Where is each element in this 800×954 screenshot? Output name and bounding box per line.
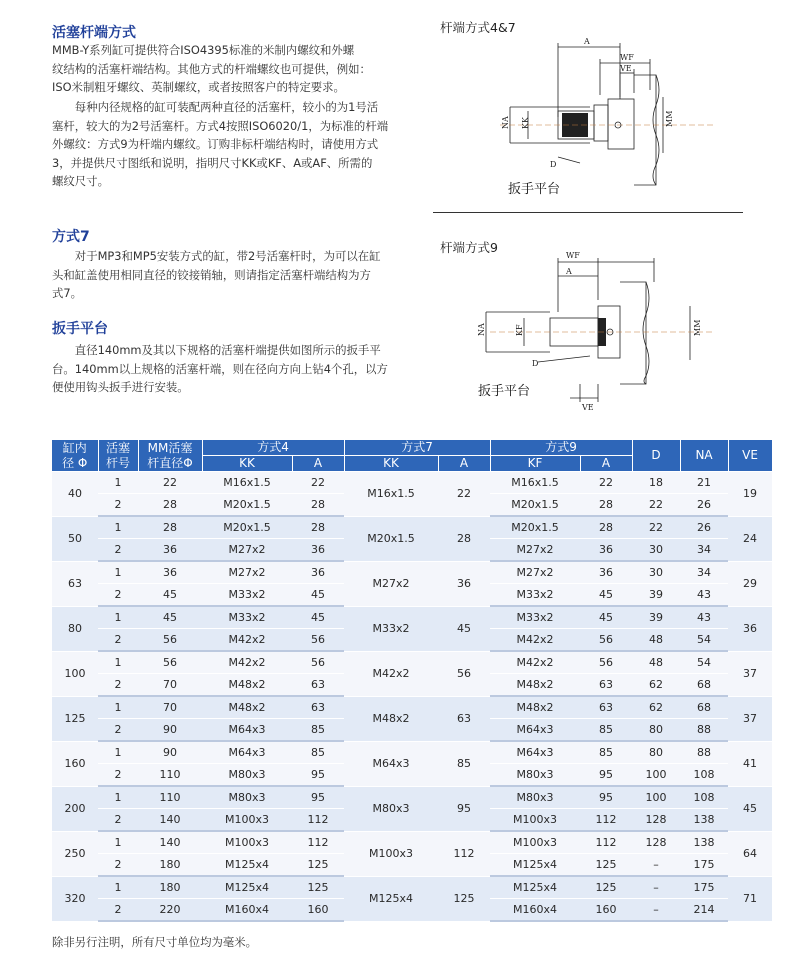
cell-a7: 22 — [438, 472, 490, 517]
cell-d: 39 — [632, 584, 680, 607]
cell-a4: 28 — [292, 516, 344, 539]
cell-a4: 45 — [292, 584, 344, 607]
cell-rod-diameter: 70 — [138, 696, 202, 719]
cell-ve: 29 — [728, 561, 772, 606]
header-a7: A — [438, 456, 490, 472]
cell-bore: 125 — [52, 696, 98, 741]
cell-bore: 40 — [52, 472, 98, 517]
cell-rod-no: 2 — [98, 899, 138, 922]
cell-bore: 100 — [52, 651, 98, 696]
cell-d: 22 — [632, 494, 680, 517]
cell-a9: 160 — [580, 899, 632, 922]
header-na: NA — [680, 440, 728, 472]
cell-bore: 80 — [52, 606, 98, 651]
cell-na: 34 — [680, 539, 728, 562]
cell-na: 26 — [680, 516, 728, 539]
cell-na: 34 — [680, 561, 728, 584]
cell-a4: 45 — [292, 606, 344, 629]
cell-kf9: M48x2 — [490, 674, 580, 697]
rod-end-paragraph-2 — [52, 98, 404, 191]
footnote: 除非另行注明，所有尺寸单位均为毫米。 — [52, 935, 258, 949]
cell-na: 175 — [680, 854, 728, 877]
cell-kk7: M100x3 — [344, 831, 438, 876]
header-kf9: KF — [490, 456, 580, 472]
cell-kf9: M42x2 — [490, 629, 580, 652]
table-row — [52, 696, 772, 719]
cell-bore: 250 — [52, 831, 98, 876]
cell-a7: 125 — [438, 876, 490, 921]
cell-kk4: M64x3 — [202, 741, 292, 764]
table-row — [52, 472, 772, 494]
cell-a4: 85 — [292, 719, 344, 742]
cell-a9: 125 — [580, 854, 632, 877]
cell-na: 26 — [680, 494, 728, 517]
cell-kf9: M27x2 — [490, 539, 580, 562]
cell-a4: 95 — [292, 786, 344, 809]
cell-kf9: M33x2 — [490, 584, 580, 607]
rod-end-paragraph-1 — [52, 41, 404, 97]
label-ve: VE — [582, 403, 594, 412]
cell-na: 214 — [680, 899, 728, 922]
header-kk7: KK — [344, 456, 438, 472]
cell-kk4: M160x4 — [202, 899, 292, 922]
cell-kk7: M33x2 — [344, 606, 438, 651]
cell-a7: 85 — [438, 741, 490, 786]
table-row — [52, 741, 772, 764]
cell-kf9: M16x1.5 — [490, 472, 580, 494]
cell-rod-diameter: 36 — [138, 561, 202, 584]
cell-a9: 125 — [580, 876, 632, 899]
cell-rod-diameter: 28 — [138, 494, 202, 517]
cell-kk4: M42x2 — [202, 629, 292, 652]
cell-a9: 95 — [580, 786, 632, 809]
cell-rod-diameter: 28 — [138, 516, 202, 539]
cell-a9: 63 — [580, 696, 632, 719]
cell-rod-no: 1 — [98, 696, 138, 719]
cell-rod-diameter: 70 — [138, 674, 202, 697]
header-style4: 方式4 — [202, 440, 344, 456]
cell-na: 175 — [680, 876, 728, 899]
cell-a4: 36 — [292, 539, 344, 562]
diagram2-title: 杆端方式9 — [440, 240, 498, 255]
cell-rod-diameter: 180 — [138, 876, 202, 899]
cell-kk4: M64x3 — [202, 719, 292, 742]
style7-paragraph — [52, 247, 404, 303]
cell-rod-no: 2 — [98, 629, 138, 652]
cell-d: 18 — [632, 472, 680, 494]
cell-bore: 50 — [52, 516, 98, 561]
cell-rod-no: 1 — [98, 786, 138, 809]
cell-kk4: M16x1.5 — [202, 472, 292, 494]
cell-kf9: M125x4 — [490, 854, 580, 877]
cell-a9: 63 — [580, 674, 632, 697]
cell-ve: 45 — [728, 786, 772, 831]
cell-kk4: M80x3 — [202, 764, 292, 787]
label-ve: VE — [620, 64, 632, 73]
cell-a4: 63 — [292, 674, 344, 697]
rod-end-style9-diagram — [470, 252, 720, 412]
cell-rod-diameter: 140 — [138, 809, 202, 832]
cell-a4: 112 — [292, 809, 344, 832]
cell-kf9: M27x2 — [490, 561, 580, 584]
cell-kk7: M64x3 — [344, 741, 438, 786]
text-line: 外螺纹：方式9为杆端内螺纹。订购非标杆端结构时，请使用方式 — [52, 137, 379, 152]
cell-kk7: M48x2 — [344, 696, 438, 741]
text-line: 塞杆，较大的为2号活塞杆。方式4按照ISO6020/1，为标准的杆端 — [52, 118, 389, 133]
cell-d: 48 — [632, 629, 680, 652]
cell-d: 80 — [632, 719, 680, 742]
table-row — [52, 786, 772, 809]
label-wf: WF — [620, 53, 634, 62]
cell-rod-no: 1 — [98, 876, 138, 899]
cell-ve: 24 — [728, 516, 772, 561]
style7-title: 方式7 — [52, 229, 90, 245]
table-row — [52, 831, 772, 854]
cell-a9: 85 — [580, 741, 632, 764]
cell-rod-no: 2 — [98, 719, 138, 742]
label-na: NA — [477, 323, 486, 336]
text-line: MMB-Y系列缸可提供符合ISO4395标准的米制内螺纹和外螺 — [52, 43, 355, 57]
label-d: D — [550, 160, 557, 169]
cell-kk4: M48x2 — [202, 696, 292, 719]
diagram1-title: 杆端方式4&7 — [440, 20, 516, 35]
cell-rod-diameter: 90 — [138, 741, 202, 764]
cell-kk4: M125x4 — [202, 876, 292, 899]
header-a9: A — [580, 456, 632, 472]
cell-rod-no: 2 — [98, 809, 138, 832]
cell-d: 22 — [632, 516, 680, 539]
cell-rod-diameter: 36 — [138, 539, 202, 562]
cell-rod-no: 1 — [98, 741, 138, 764]
cell-a9: 45 — [580, 584, 632, 607]
cell-rod-diameter: 45 — [138, 584, 202, 607]
cell-d: 128 — [632, 831, 680, 854]
table-row — [52, 876, 772, 899]
cell-ve: 41 — [728, 741, 772, 786]
cell-ve: 36 — [728, 606, 772, 651]
cell-kf9: M100x3 — [490, 809, 580, 832]
cell-kk4: M33x2 — [202, 606, 292, 629]
text-line: 纹结构的活塞杆端结构。其他方式的杆端螺纹也可提供，例如： — [52, 61, 371, 76]
cell-a9: 56 — [580, 651, 632, 674]
cell-na: 54 — [680, 651, 728, 674]
cell-ve: 71 — [728, 876, 772, 921]
cell-kk7: M125x4 — [344, 876, 438, 921]
cell-a9: 112 — [580, 831, 632, 854]
cell-rod-no: 1 — [98, 651, 138, 674]
cell-d: – — [632, 899, 680, 922]
cell-a9: 28 — [580, 516, 632, 539]
label-kf: KF — [515, 324, 524, 336]
cell-rod-no: 2 — [98, 584, 138, 607]
cell-a4: 95 — [292, 764, 344, 787]
cell-rod-diameter: 220 — [138, 899, 202, 922]
cell-kk4: M48x2 — [202, 674, 292, 697]
cell-kf9: M64x3 — [490, 741, 580, 764]
label-na: NA — [501, 116, 510, 129]
cell-kf9: M64x3 — [490, 719, 580, 742]
rod-end-title: 活塞杆端方式 — [52, 25, 136, 41]
cell-na: 88 — [680, 741, 728, 764]
cell-kk7: M80x3 — [344, 786, 438, 831]
cell-rod-no: 1 — [98, 516, 138, 539]
cell-na: 54 — [680, 629, 728, 652]
cell-a7: 95 — [438, 786, 490, 831]
cell-kf9: M80x3 — [490, 764, 580, 787]
cell-a7: 112 — [438, 831, 490, 876]
cell-a9: 45 — [580, 606, 632, 629]
cell-kf9: M160x4 — [490, 899, 580, 922]
cell-kf9: M80x3 — [490, 786, 580, 809]
cell-kk4: M20x1.5 — [202, 494, 292, 517]
cell-kf9: M48x2 — [490, 696, 580, 719]
header-style9: 方式9 — [490, 440, 632, 456]
cell-na: 43 — [680, 606, 728, 629]
cell-rod-diameter: 22 — [138, 472, 202, 494]
rod-end-dimension-table — [52, 440, 773, 922]
header-kk4: KK — [202, 456, 292, 472]
table-row — [52, 651, 772, 674]
cell-kk4: M100x3 — [202, 831, 292, 854]
cell-a4: 125 — [292, 876, 344, 899]
cell-rod-diameter: 45 — [138, 606, 202, 629]
wrench-title: 扳手平台 — [52, 321, 108, 337]
cell-a4: 63 — [292, 696, 344, 719]
label-wf: WF — [566, 252, 580, 260]
cell-bore: 160 — [52, 741, 98, 786]
cell-rod-no: 2 — [98, 494, 138, 517]
cell-kk4: M33x2 — [202, 584, 292, 607]
table-row — [52, 561, 772, 584]
header-bore: 缸内 径 Φ — [52, 440, 98, 472]
cell-kk4: M27x2 — [202, 561, 292, 584]
text-line: ISO米制粗牙螺纹、英制螺纹，或者按照客户的特定要求。 — [52, 80, 345, 95]
cell-kf9: M20x1.5 — [490, 516, 580, 539]
table-row — [52, 606, 772, 629]
cell-a7: 28 — [438, 516, 490, 561]
cell-d: 128 — [632, 809, 680, 832]
cell-na: 21 — [680, 472, 728, 494]
cell-a7: 36 — [438, 561, 490, 606]
cell-a9: 36 — [580, 561, 632, 584]
header-ve: VE — [728, 440, 772, 472]
cell-a9: 36 — [580, 539, 632, 562]
cell-a4: 160 — [292, 899, 344, 922]
cell-a4: 56 — [292, 651, 344, 674]
header-d: D — [632, 440, 680, 472]
cell-a4: 85 — [292, 741, 344, 764]
cell-na: 43 — [680, 584, 728, 607]
rod-end-style4-7-diagram — [470, 35, 720, 200]
text-line: 每种内径规格的缸可装配两种直径的活塞杆，较小的为1号活 — [74, 100, 379, 114]
header-rod-diameter: MM活塞 杆直径Φ — [138, 440, 202, 472]
cell-d: 62 — [632, 674, 680, 697]
header-style7: 方式7 — [344, 440, 490, 456]
text-line: 头和缸盖使用相同直径的铰接销轴，则请指定活塞杆端结构为方 — [52, 267, 371, 282]
diagram-divider — [433, 212, 743, 213]
cell-d: 80 — [632, 741, 680, 764]
cell-na: 68 — [680, 696, 728, 719]
cell-a9: 112 — [580, 809, 632, 832]
label-mm: MM — [665, 110, 674, 127]
cell-kk4: M125x4 — [202, 854, 292, 877]
label-a: A — [584, 37, 590, 46]
wrench-flat-caption: 扳手平台 — [508, 182, 561, 197]
label-mm: MM — [693, 319, 702, 336]
cell-kf9: M33x2 — [490, 606, 580, 629]
cell-kf9: M125x4 — [490, 876, 580, 899]
label-a: A — [566, 267, 572, 276]
table-body — [52, 472, 772, 922]
cell-rod-no: 2 — [98, 764, 138, 787]
cell-d: – — [632, 854, 680, 877]
text-line: 台。140mm以上规格的活塞杆端，则在径向方向上钻4个孔，以方 — [52, 361, 388, 376]
cell-kk4: M80x3 — [202, 786, 292, 809]
header-a4: A — [292, 456, 344, 472]
wrench-flat-caption: 扳手平台 — [478, 384, 531, 399]
cell-ve: 19 — [728, 472, 772, 517]
cell-rod-no: 2 — [98, 674, 138, 697]
cell-bore: 63 — [52, 561, 98, 606]
table-row — [52, 516, 772, 539]
cell-rod-diameter: 140 — [138, 831, 202, 854]
text-line: 对于MP3和MP5安装方式的缸，带2号活塞杆时，为可以在缸 — [74, 249, 381, 263]
text-line: 式7。 — [52, 286, 83, 301]
cell-kk7: M27x2 — [344, 561, 438, 606]
text-line: 直径140mm及其以下规格的活塞杆端提供如图所示的扳手平 — [74, 343, 381, 357]
cell-d: 30 — [632, 539, 680, 562]
cell-a4: 36 — [292, 561, 344, 584]
cell-rod-no: 2 — [98, 539, 138, 562]
cell-kk4: M100x3 — [202, 809, 292, 832]
cell-rod-diameter: 180 — [138, 854, 202, 877]
cell-kf9: M100x3 — [490, 831, 580, 854]
cell-kf9: M42x2 — [490, 651, 580, 674]
cell-bore: 320 — [52, 876, 98, 921]
cell-na: 68 — [680, 674, 728, 697]
cell-rod-no: 1 — [98, 561, 138, 584]
cell-a9: 85 — [580, 719, 632, 742]
cell-kk7: M20x1.5 — [344, 516, 438, 561]
cell-kk4: M20x1.5 — [202, 516, 292, 539]
cell-d: 100 — [632, 786, 680, 809]
cell-d: 100 — [632, 764, 680, 787]
cell-kk7: M16x1.5 — [344, 472, 438, 517]
cell-kk4: M42x2 — [202, 651, 292, 674]
label-kk: KK — [521, 117, 530, 129]
cell-rod-no: 1 — [98, 606, 138, 629]
cell-a9: 28 — [580, 494, 632, 517]
cell-a4: 112 — [292, 831, 344, 854]
cell-rod-diameter: 110 — [138, 786, 202, 809]
cell-a4: 125 — [292, 854, 344, 877]
label-d: D — [532, 359, 539, 368]
header-rod-no: 活塞 杆号 — [98, 440, 138, 472]
cell-na: 138 — [680, 831, 728, 854]
cell-kf9: M20x1.5 — [490, 494, 580, 517]
cell-bore: 200 — [52, 786, 98, 831]
cell-a4: 22 — [292, 472, 344, 494]
cell-d: 30 — [632, 561, 680, 584]
cell-rod-no: 1 — [98, 472, 138, 494]
cell-na: 108 — [680, 786, 728, 809]
wrench-paragraph — [52, 341, 404, 397]
cell-a7: 63 — [438, 696, 490, 741]
cell-rod-no: 2 — [98, 854, 138, 877]
cell-na: 138 — [680, 809, 728, 832]
cell-kk7: M42x2 — [344, 651, 438, 696]
cell-rod-diameter: 56 — [138, 629, 202, 652]
cell-na: 88 — [680, 719, 728, 742]
cell-d: 48 — [632, 651, 680, 674]
cell-ve: 37 — [728, 651, 772, 696]
cell-kk4: M27x2 — [202, 539, 292, 562]
cell-a4: 28 — [292, 494, 344, 517]
cell-a7: 56 — [438, 651, 490, 696]
cell-ve: 64 — [728, 831, 772, 876]
cell-a9: 95 — [580, 764, 632, 787]
cell-ve: 37 — [728, 696, 772, 741]
cell-rod-no: 1 — [98, 831, 138, 854]
cell-a7: 45 — [438, 606, 490, 651]
cell-rod-diameter: 56 — [138, 651, 202, 674]
text-line: 便使用钩头扳手进行安装。 — [52, 380, 189, 395]
cell-a9: 56 — [580, 629, 632, 652]
cell-na: 108 — [680, 764, 728, 787]
cell-rod-diameter: 110 — [138, 764, 202, 787]
text-line: 3，并提供尺寸图纸和说明，指明尺寸KK或KF、A或AF、所需的 — [52, 155, 373, 170]
cell-d: – — [632, 876, 680, 899]
cell-d: 62 — [632, 696, 680, 719]
cell-d: 39 — [632, 606, 680, 629]
table-header — [52, 440, 772, 472]
cell-a4: 56 — [292, 629, 344, 652]
cell-rod-diameter: 90 — [138, 719, 202, 742]
cell-a9: 22 — [580, 472, 632, 494]
text-line: 螺纹尺寸。 — [52, 174, 109, 189]
